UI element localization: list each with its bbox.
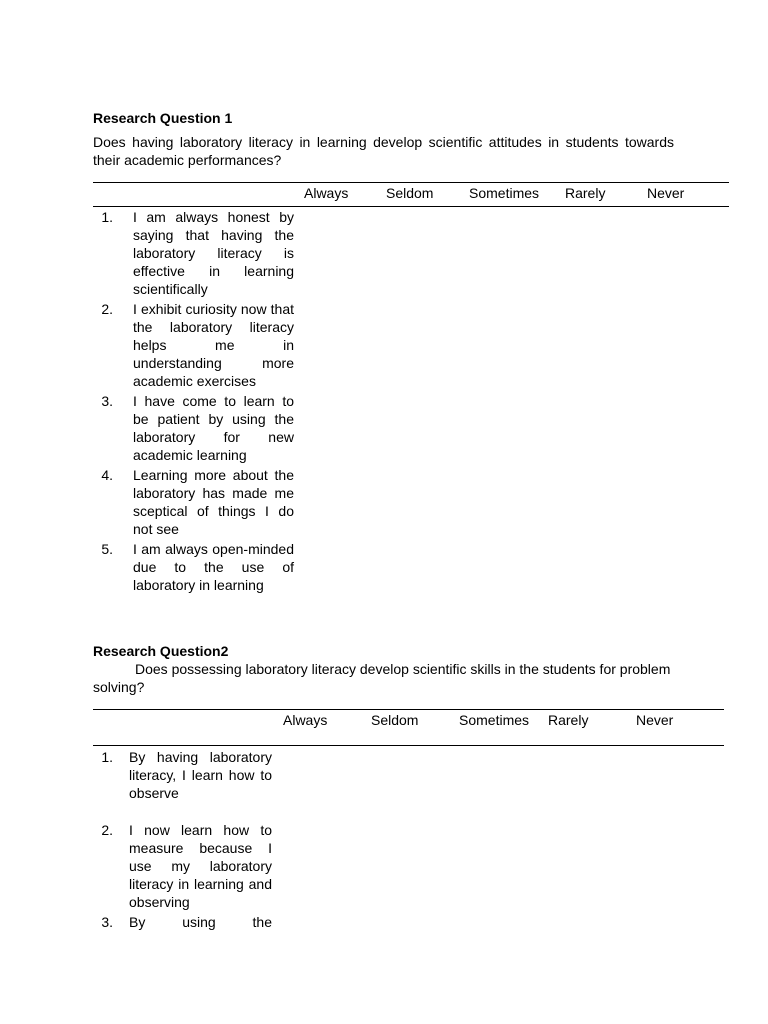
rq1-heading: Research Question 1: [93, 110, 233, 126]
rq2-col-never: Never: [636, 712, 674, 728]
item-text: I exhibit curiosity now that the laboratory literacy helps me in understanding more academic exercises: [133, 301, 294, 389]
item-text: I am always open-minded due to the use of laboratory in learning: [133, 541, 294, 593]
rq1-item-3: [93, 392, 313, 464]
rq1-col-seldom: Seldom: [386, 185, 434, 201]
rq2-header-bottom-rule: [93, 745, 724, 746]
rq2-item-3: [93, 913, 293, 931]
rq2-col-seldom: Seldom: [371, 712, 419, 728]
item-text: By having laboratory literacy, I learn how to observe: [129, 749, 272, 801]
item-number: 3.: [101, 393, 113, 409]
item-text: By using the: [129, 914, 272, 930]
item-number: 2.: [101, 301, 113, 317]
rq1-item-2: [93, 300, 313, 390]
item-text: I am always honest by saying that having the laboratory literacy is effective in learning scientifically: [133, 209, 294, 297]
item-number: 2.: [101, 822, 113, 838]
rq1-col-rarely: Rarely: [565, 185, 606, 201]
rq1-header-bottom-rule: [93, 206, 729, 207]
rq1-item-1: [93, 208, 313, 298]
item-text: Learning more about the laboratory has made me sceptical of things I do not see: [133, 467, 294, 537]
rq2-table-top-rule: [93, 709, 724, 710]
rq2-item-1: [93, 748, 293, 820]
item-number: 1.: [101, 209, 113, 225]
rq1-col-always: Always: [304, 185, 349, 201]
rq1-item-4: [93, 466, 313, 538]
rq2-col-rarely: Rarely: [548, 712, 589, 728]
rq2-col-always: Always: [283, 712, 328, 728]
rq1-item-5: [93, 540, 313, 612]
item-number: 3.: [101, 914, 113, 930]
item-number: 1.: [101, 749, 113, 765]
rq1-table-top-rule: [93, 182, 729, 183]
item-number: 5.: [101, 541, 113, 557]
rq1-col-never: Never: [647, 185, 685, 201]
rq2-col-sometimes: Sometimes: [459, 712, 530, 728]
rq2-heading: Research Question2: [93, 643, 229, 659]
rq2-question: Does possessing laboratory literacy develop scientific skills in the students for problem solving?: [93, 661, 671, 695]
rq1-col-sometimes: Sometimes: [469, 185, 540, 201]
rq2-item-2: [93, 821, 293, 911]
item-text: I now learn how to measure because I use my laboratory literacy in learning and observing: [129, 822, 272, 910]
item-number: 4.: [101, 467, 113, 483]
rq1-question: Does having laboratory literacy in learning develop scientific attitudes in students towards their academic performances?: [93, 134, 674, 168]
item-text: I have come to learn to be patient by using the laboratory for new academic learning: [133, 393, 294, 463]
